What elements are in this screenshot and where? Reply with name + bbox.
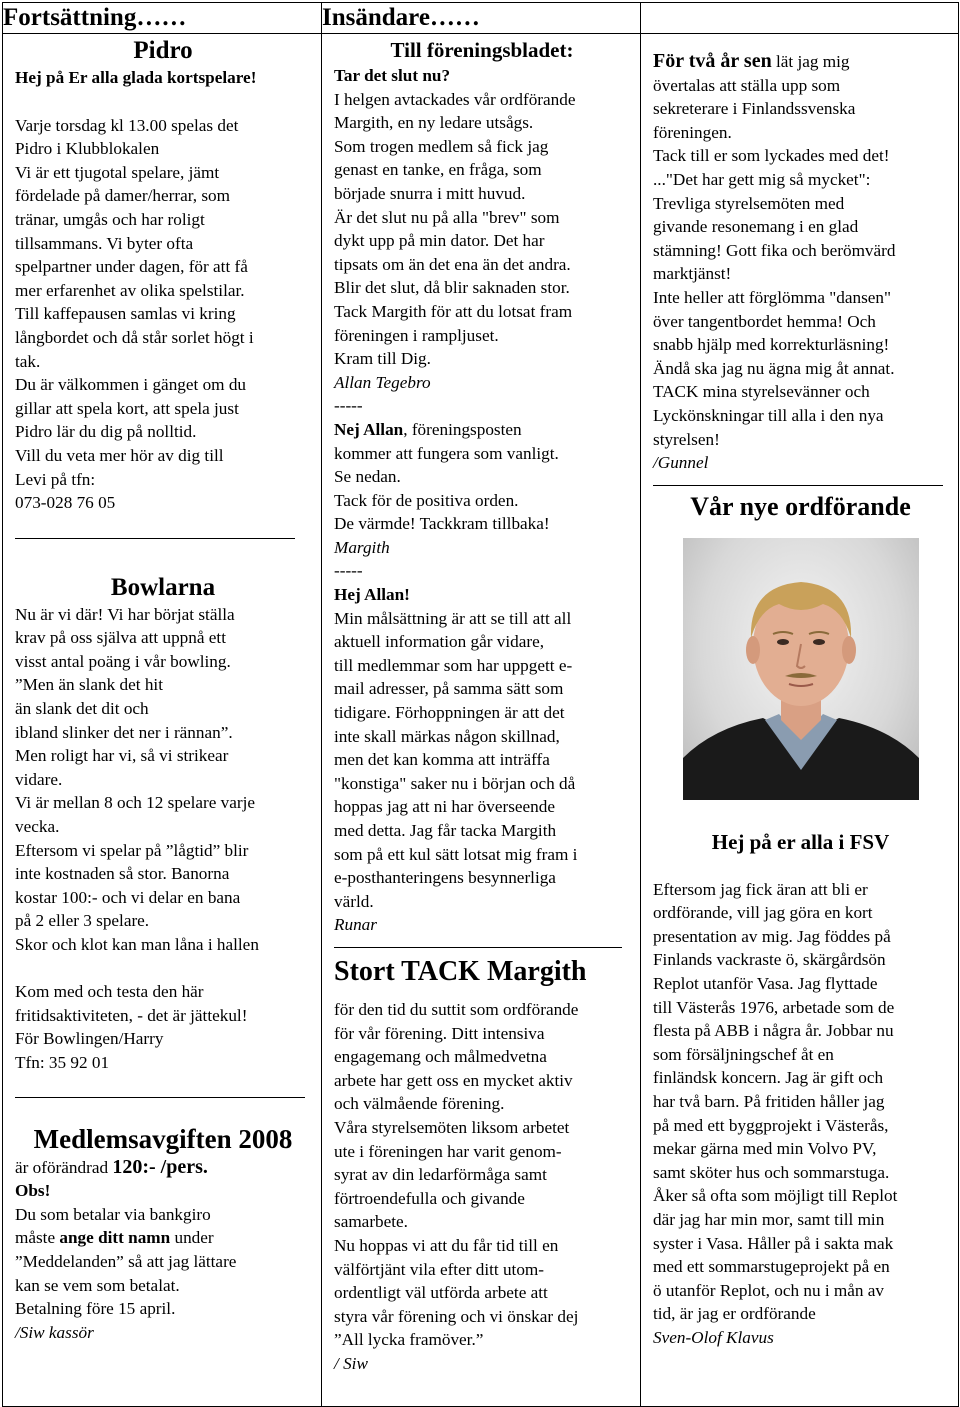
column-left: [3, 34, 322, 1407]
thanks-line: ”All lycka framöver.”: [334, 1330, 484, 1350]
chair-line: syster i Vasa. Håller på i sakta mak: [653, 1233, 894, 1253]
reply2-signature: Runar: [334, 915, 377, 935]
fee-obs: Obs!: [15, 1181, 51, 1201]
divider-4: [653, 485, 943, 486]
bowling-line: krav på oss själva att uppnå ett: [15, 628, 226, 648]
bowling-line: Skor och klot kan man låna i hallen: [15, 935, 259, 954]
thanks-line: samarbete.: [334, 1212, 408, 1232]
bowling-text: [15, 603, 311, 957]
thanks-line: för den tid du suttit som ordförande: [334, 999, 579, 1019]
question-line: Kram till Dig.: [334, 349, 431, 369]
reply2-line: men det kan komma att inträffa: [334, 750, 550, 770]
column-right: [641, 34, 959, 1407]
newsletter-page: [2, 2, 958, 1402]
question-line: dykt upp på min dator. Det har: [334, 231, 545, 251]
intro-line: föreningen.: [653, 122, 732, 142]
pidro-line: gillar att spela kort, att spela just: [15, 398, 239, 418]
bowling-line: För Bowlingen/Harry: [15, 1029, 164, 1049]
bowling-line: Vi är mellan 8 och 12 spelare varje: [15, 793, 255, 813]
intro-line: TACK mina styrelsevänner och: [653, 382, 870, 402]
chair-line: med ett sommarstugeprojekt på en: [653, 1257, 890, 1277]
thanks-line: Nu hoppas vi att du får tid till en: [334, 1235, 559, 1255]
bowling-line: än slank det dit och: [15, 699, 149, 719]
header-row: [3, 3, 959, 34]
pidro-line: Till kaffepausen samlas vi kring: [15, 304, 236, 324]
thanks-line: Våra styrelsemöten liksom arbetet: [334, 1117, 570, 1137]
intro-bold: För två år sen: [653, 50, 772, 72]
intro-line: ..."Det har gett mig så mycket":: [653, 169, 871, 189]
pidro-line: Vi är ett tjugotal spelare, jämt: [15, 162, 220, 182]
fee-title: Medlemsavgiften 2008: [33, 1123, 293, 1154]
bowling-line: ibland slinker det ner i rännan”.: [15, 722, 233, 742]
reply1-line: Se nedan.: [334, 467, 401, 487]
thanks-line: syrat av din ledarförmåga samt: [334, 1165, 547, 1185]
pidro-line: långbordet och då står sorlet högt i: [15, 327, 254, 347]
intro-line: givande resonemang i en glad: [653, 217, 859, 237]
reply2-line: tidigare. Förhoppningen är att det: [334, 703, 565, 723]
fee-line-2-prefix: måste: [15, 1228, 60, 1248]
reply2-line: "konstiga" saker nu i början och då: [334, 773, 576, 793]
reply2-line: aktuell information går vidare,: [334, 632, 544, 652]
reply1-rest: , föreningsposten: [403, 419, 522, 439]
bowling-text-2: [15, 980, 311, 1074]
newsletter-grid: [2, 2, 959, 1407]
content-row: [3, 34, 959, 1407]
reply1-signature: Margith: [334, 537, 390, 557]
bowling-line: kostar 100:- och vi delar en bana: [15, 887, 241, 907]
reply2-line: Min målsättning är att se till att all: [334, 608, 572, 628]
chair-line: tid, är jag er ordförande: [653, 1304, 816, 1324]
question-line: tipsats om än det ena än det andra.: [334, 254, 571, 274]
bowling-line: inte kostnaden så stor. Banorna: [15, 864, 230, 884]
pidro-line: Pidro lär du dig på nolltid.: [15, 422, 197, 442]
question-line: Som trogen medlem så fick jag: [334, 136, 549, 156]
question-line: Margith, en ny ledare utsågs.: [334, 113, 534, 133]
fee-signature: /Siw kassör: [15, 1322, 94, 1342]
chair-line: finländsk koncern. Jag är gift och: [653, 1068, 884, 1088]
chair-line: presentation av mig. Jag föddes på: [653, 926, 891, 946]
fee-line-1: Du som betalar via bankgiro: [15, 1204, 211, 1224]
chair-line: har två barn. På fritiden håller jag: [653, 1092, 885, 1112]
question-title: Tar det slut nu?: [334, 66, 451, 85]
intro-rest: lät jag mig: [771, 52, 850, 71]
chair-line: Eftersom jag fick äran att bli er: [653, 879, 868, 899]
chair-line: ö utanför Replot, och nu i mån av: [653, 1280, 885, 1300]
question-text: [334, 88, 630, 371]
chair-line: Finlands vackraste ö, skärgårdsön: [653, 950, 886, 970]
pidro-line: 073-028 76 05: [15, 493, 116, 513]
fee-line-2-bold: ange ditt namn: [59, 1228, 171, 1248]
reply1-line: kommer att fungera som vanligt.: [334, 443, 559, 463]
reply2-line: värld.: [334, 891, 374, 911]
chair-line: flesta på ABB i några år. Jobbar nu: [653, 1021, 894, 1041]
fee-line-2: [15, 1226, 311, 1250]
thanks-line: arbete har gett oss en mycket aktiv: [334, 1070, 573, 1090]
header-continuation: Fortsättning……: [3, 3, 322, 34]
chair-line: som försäljningschef åt en: [653, 1044, 834, 1064]
intro-line: över tangentbordet hemma! Och: [653, 311, 876, 331]
intro-line: snabb hjälp med korrekturläsning!: [653, 335, 890, 355]
intro-first-line: [653, 50, 948, 74]
thanks-signature: / Siw: [334, 1353, 368, 1373]
bowling-line: fritidsaktiviteten, - det är jättekul!: [15, 1005, 248, 1025]
chair-line: på med ett byggprojekt i Västerås,: [653, 1115, 889, 1135]
pidro-line: Pidro i Klubblokalen: [15, 139, 160, 159]
intro-line: stämning! Gott fika och berömvärd: [653, 240, 896, 260]
bowling-line: Nu är vi där! Vi har börjat ställa: [15, 604, 235, 624]
thanks-line: för vår förening. Ditt intensiva: [334, 1023, 545, 1043]
bowling-line: visst antal poäng i vår bowling.: [15, 651, 231, 671]
intro-signature: /Gunnel: [653, 453, 709, 473]
pidro-line: spelpartner under dagen, för att få: [15, 257, 248, 277]
question-signature: Allan Tegebro: [334, 372, 431, 392]
fee-line: [15, 1156, 311, 1180]
reply2-line: e-posthanteringens besynnerliga: [334, 868, 556, 888]
thanks-line: ordentligt väl utförda arbete att: [334, 1283, 548, 1303]
chair-line: Åker så ofta som möjligt till Replot: [653, 1186, 898, 1206]
chair-line: mekar gärna med min Volvo PV,: [653, 1139, 877, 1159]
pidro-line: mer erfarenhet av olika spelstilar.: [15, 280, 245, 300]
reply2-line: med detta. Jag får tacka Margith: [334, 821, 557, 840]
question-line: Tack Margith för att du lotsat fram: [334, 301, 573, 321]
chair-title: Vår nye ordförande: [690, 491, 911, 521]
chair-greeting: Hej på er alla i FSV: [711, 829, 890, 854]
chair-line: ordförande, vill jag göra en kort: [653, 903, 873, 923]
fee-line-2-suffix: under: [170, 1228, 214, 1248]
chair-line: där jag har min mor, samt till min: [653, 1210, 885, 1229]
reply2-line: inte skall märkas någon skillnad,: [334, 726, 560, 746]
reply2-line: hoppas jag att ni har överseende: [334, 797, 555, 817]
question-line: Är det slut nu på alla "brev" som: [334, 207, 560, 227]
bowling-line: på 2 eller 3 spelare.: [15, 911, 150, 931]
reply2-title: Hej Allan!: [334, 585, 410, 605]
column-middle: [322, 34, 641, 1407]
letter-title: Till föreningsbladet:: [390, 38, 574, 62]
bowling-line: ”Men än slank det hit: [15, 675, 163, 695]
thanks-text: [334, 998, 630, 1352]
separator-2: -----: [334, 561, 363, 581]
chair-text: [653, 878, 948, 1326]
reply2-line: mail adresser, på samma sätt som: [334, 679, 564, 699]
reply1-text: [334, 442, 630, 536]
question-line: genast en tanke, en fråga, som: [334, 160, 542, 180]
reply1-line: Tack för de positiva orden.: [334, 490, 519, 510]
divider-3: [334, 947, 622, 948]
fee-line: ”Meddelanden” så att jag lättare: [15, 1251, 237, 1271]
pidro-line: tränar, umgås och har roligt: [15, 209, 205, 229]
intro-line: övertalas att ställa upp som: [653, 75, 841, 95]
intro-line: Inte heller att förglömma "dansen": [653, 287, 892, 307]
chair-line: Replot utanför Vasa. Jag flyttade: [653, 974, 878, 994]
pidro-line: tillsammans. Vi byter ofta: [15, 233, 194, 253]
intro-line: Tack till er som lyckades med det!: [653, 146, 890, 166]
reply1-line: De värmde! Tackkram tillbaka!: [334, 514, 550, 534]
pidro-line: tak.: [15, 351, 41, 371]
intro-line: marktjänst!: [653, 264, 732, 284]
thanks-line: ute i föreningen har varit genom-: [334, 1141, 562, 1161]
thanks-line: engagemang och målmedvetna: [334, 1047, 547, 1067]
separator-1: -----: [334, 396, 363, 416]
bowling-line: Tfn: 35 92 01: [15, 1052, 110, 1072]
question-line: började snurra i mitt huvud.: [334, 183, 526, 203]
header-letters: Insändare……: [322, 3, 641, 34]
bowling-line: vidare.: [15, 769, 63, 789]
pidro-title: Pidro: [133, 37, 193, 64]
pidro-line: fördelade på damer/herrar, som: [15, 186, 231, 206]
bowling-line: Men roligt har vi, så vi strikear: [15, 746, 229, 766]
chair-line: samt sköter hus och sommarstuga.: [653, 1162, 890, 1182]
bowling-title: Bowlarna: [110, 573, 216, 601]
reply2-line: till medlemmar som har uppgett e-: [334, 655, 573, 675]
intro-text: [653, 74, 948, 452]
pidro-greeting: Hej på Er alla glada kortspelare!: [15, 68, 257, 87]
chair-portrait: [683, 538, 919, 800]
fee-rest: [15, 1250, 311, 1321]
pidro-line: Vill du veta mer hör av dig till: [15, 445, 224, 465]
thanks-line: välförtjänt vila efter ditt utom-: [334, 1259, 545, 1279]
portrait-illustration: [683, 538, 919, 800]
chair-signature: Sven-Olof Klavus: [653, 1327, 774, 1347]
thanks-line: och välmående förening.: [334, 1094, 505, 1114]
intro-line: Ändå ska jag nu ägna mig åt annat.: [653, 358, 895, 378]
intro-line: Lyckönskningar till alla i den nya: [653, 405, 884, 425]
reply2-text: [334, 607, 630, 914]
thanks-line: styra vår förening och vi önskar dej: [334, 1306, 579, 1326]
intro-line: Trevliga styrelsemöten med: [653, 193, 845, 213]
intro-line: sekreterare i Finlandssvenska: [653, 99, 856, 119]
reply2-line: som på ett kul sätt lotsat mig fram i: [334, 844, 578, 864]
intro-line: styrelsen!: [653, 429, 720, 449]
question-line: Blir det slut, då blir saknaden stor.: [334, 278, 570, 298]
reply1-bold: Nej Allan: [334, 419, 404, 439]
thanks-line: förtroendefulla och givande: [334, 1188, 525, 1208]
thanks-title: Stort TACK Margith: [334, 955, 587, 987]
fee-line-prefix: är oförändrad: [15, 1157, 113, 1177]
question-line: föreningen i rampljuset.: [334, 325, 499, 345]
bowling-line: vecka.: [15, 817, 60, 837]
reply1-first-line: [334, 418, 630, 442]
pidro-text: [15, 114, 311, 515]
pidro-line: Du är välkommen i gänget om du: [15, 375, 247, 395]
bowling-line: Kom med och testa den här: [15, 982, 204, 1002]
fee-line: Betalning före 15 april.: [15, 1299, 176, 1319]
fee-line: kan se vem som betalat.: [15, 1275, 180, 1295]
pidro-line: Levi på tfn:: [15, 469, 96, 489]
pidro-line: Varje torsdag kl 13.00 spelas det: [15, 115, 239, 135]
bowling-line: Eftersom vi spelar på ”lågtid” blir: [15, 840, 249, 860]
fee-amount: 120:- /pers.: [112, 1155, 208, 1178]
header-empty: [641, 3, 959, 34]
chair-line: till Västerås 1976, arbetade som de: [653, 997, 895, 1017]
question-line: I helgen avtackades vår ordförande: [334, 89, 576, 109]
